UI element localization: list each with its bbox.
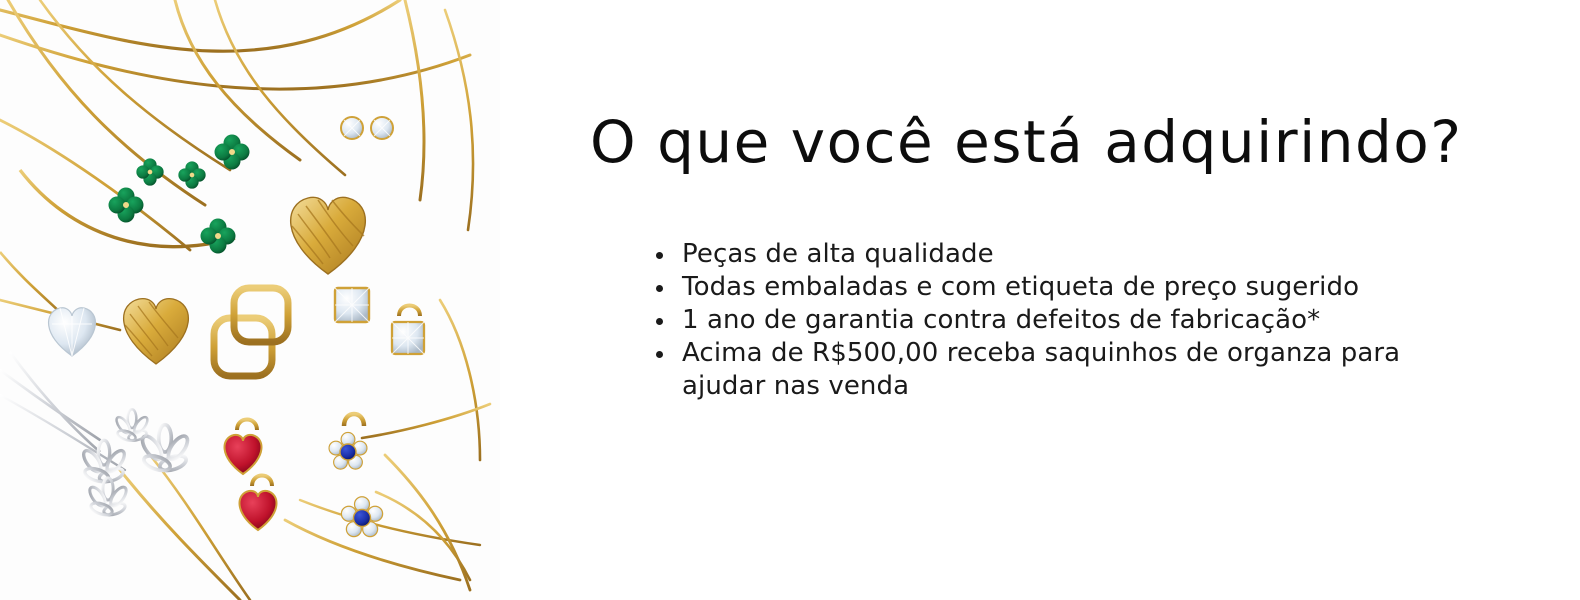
page-title: O que você está adquirindo?	[590, 108, 1463, 176]
list-item: Todas embaladas e com etiqueta de preço sugerido	[650, 271, 1450, 304]
list-item: 1 ano de garantia contra defeitos de fabricação*	[650, 304, 1450, 337]
jewelry-photo-collage	[0, 0, 500, 600]
benefits-list	[650, 238, 1450, 403]
list-item: Peças de alta qualidade	[650, 238, 1450, 271]
jewelry-illustration	[0, 0, 500, 600]
list-item: Acima de R$500,00 receba saquinhos de organza para ajudar nas venda	[650, 337, 1450, 403]
banner-content	[500, 0, 1580, 600]
